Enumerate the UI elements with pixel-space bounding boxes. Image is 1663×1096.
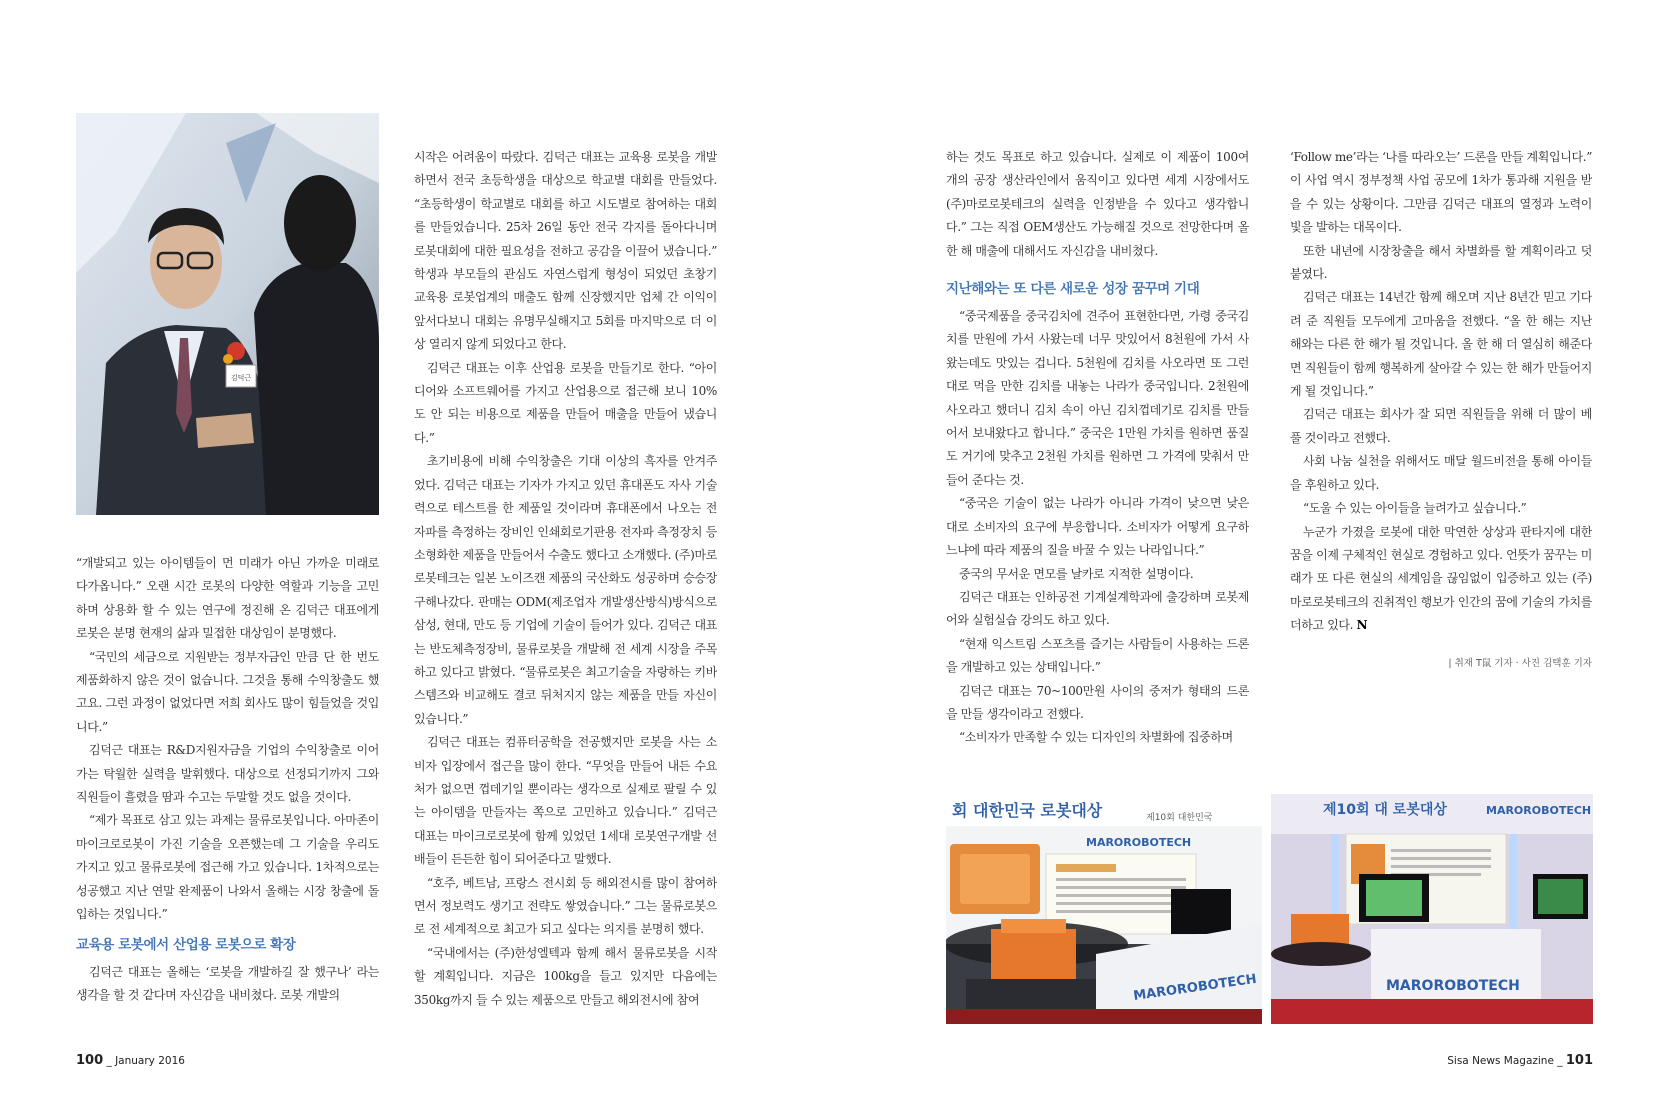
paragraph: 김덕근 대표는 R&D지원자금을 기업의 수익창출로 이어가는 탁월한 실력을 발휘했다. 대상으로 선정되기까지 그와 직원들이 흘렸을 땀과 수고는 두말할 것도 없을 것이다. [76, 743, 379, 805]
paragraph: 초기비용에 비해 수익창출은 기대 이상의 흑자를 안겨주었다. 김덕근 대표는 기자가 가지고 있던 휴대폰도 자사 기술력으로 테스트를 한 제품일 것이라며 휴대폰에서 나오는 전자파를 측정하는 장비인 인쇄회로기판용 전자파 측정장치 등 소형화한 제품을 만들어서 수출도 했다고 소개했다. (주)마로로봇테크는 일본 노이즈캔 제품의 국산화도 성공하며 승승장구해나갔다. 판매는 ODM(제조업자 개발생산방식)방식으로 삼성, 현대, 만도 등 기업에 기술이 들어가 있다. 김덕근 대표는 반도체측정장비, 물류로봇을 개발해 전 세계 시장을 주목하고 있다고 밝혔다. “물류로봇은 최고기술을 자랑하는 키바스템즈와 비교해도 결코 뒤처지지 않는 제품을 만들 자신이 있습니다.” [414, 454, 717, 726]
folio-left [76, 1053, 185, 1068]
paragraph: “도울 수 있는 아이들을 늘려가고 싶습니다.” [1303, 501, 1527, 516]
end-mark: N [1356, 618, 1368, 633]
paragraph: “제가 목표로 삼고 있는 과제는 물류로봇입니다. 아마존이 마이크로로봇이 가진 기술을 오픈했는데 그 기술을 우리도 가지고 있고 물류로봇에 접근해 가고 있습니다. 1차적으로는 성공했고 지난 연말 완제품이 나와서 올해는 시장 창출에 돌입하는 것입니다.” [76, 813, 379, 922]
paragraph: ‘Follow me’라는 ‘나를 따라오는’ 드론을 만들 계획입니다.” 이 사업 역시 정부정책 사업 공모에 1차가 통과해 지원을 받을 수 있는 상황이다. 그만큼 김덕근 대표의 열정과 노력이 빛을 발하는 대목이다. [1290, 150, 1592, 235]
paragraph: “소비자가 만족할 수 있는 디자인의 차별화에 집중하며 [959, 730, 1233, 745]
paragraph-text: 누군가 가졌을 로봇에 대한 막연한 상상과 판타지에 대한 꿈을 이제 구체적인 현실로 경험하고 있다. 언뜻가 꿈꾸는 미래가 또 다른 현실의 세계임을 끊임없이 입증하고 있는 (주)마로로봇테크의 진취적인 행보가 인간의 꿈에 기술의 가치를 더하고 있다. [1290, 524, 1592, 633]
paragraph: “국민의 세금으로 지원받는 정부자금인 만큼 단 한 번도 제품화하지 않은 것이 없습니다. 그것을 통해 수익창출도 했고요. 그런 과정이 없었다면 저희 회사도 많이 힘들었을 것입니다.” [76, 649, 379, 734]
page-number: 101 [1565, 1053, 1593, 1068]
paragraph: 사회 나눔 실천을 위해서도 매달 월드비전을 통해 아이들을 후원하고 있다. [1290, 454, 1592, 492]
folio-right [1447, 1053, 1593, 1068]
brand-logo-text: MAROROBOTECH [1486, 804, 1592, 817]
paragraph [1290, 521, 1592, 637]
name-tag-text: 김덕근 [230, 374, 252, 382]
article-column-3 [946, 146, 1249, 746]
article-column-1 [76, 552, 379, 1016]
paragraph: “중국제품을 중국김치에 견주어 표현한다면, 가령 중국김치를 만원에 가서 사왔는데 너무 맛있어서 8천원에 가서 사왔는데도 맛있는 겁니다. 5천원에 김치를 사오라면 또 그런대로 먹을 만한 김치를 내놓는 나라가 중국입니다. 2천원에 사오라고 했더니 김치 속이 아닌 김치껍데기로 김치를 만들어서 보내왔다고 합니다.” 중국은 1만원 가치를 원하면 품질도 거기에 맞추고 2천원 가치를 원하면 그 가격에 맞춰서 만들어 준다는 것. [946, 309, 1249, 487]
photo-credit: | 취재 T鼠 기자 · 사진 김택훈 기자 [1448, 658, 1592, 669]
paragraph: 김덕근 대표는 70~100만원 사이의 중저가 형태의 드론을 만들 생각이라고 전했다. [946, 683, 1249, 721]
exhibition-photo-left [946, 794, 1262, 1024]
portrait-photo [76, 113, 379, 515]
paragraph: “호주, 베트남, 프랑스 전시회 등 해외전시를 많이 참여하면서 정보력도 생기고 전략도 쌓였습니다.” 그는 물류로봇으로 전 세계적으로 최고가 되고 싶다는 의지를 분명히 했다. [414, 875, 717, 937]
banner-sub: 제10회 대한민국 [1146, 813, 1213, 823]
counter-logo-text: MAROROBOTECH [1386, 978, 1520, 994]
paragraph: 김덕근 대표는 회사가 잘 되면 직원들을 위해 더 많이 베풀 것이라고 전했다. [1290, 407, 1592, 445]
paragraph: “현재 익스트림 스포츠를 즐기는 사람들이 사용하는 드론을 개발하고 있는 상태입니다.” [946, 636, 1249, 675]
exhibition-photo-right-art [1271, 794, 1593, 1024]
paragraph: 김덕근 대표는 올해는 ‘로봇을 개발하길 잘 했구나’ 라는 생각을 할 것 같다며 자신감을 내비쳤다. 로봇 개발의 [76, 964, 379, 1002]
paragraph: 김덕근 대표는 이후 산업용 로봇을 만들기로 한다. “아이디어와 소프트웨어를 가지고 산업용으로 접근해 보니 10%도 안 되는 비용으로 제품을 만들어 매출을 만들어 냈습니다.” [414, 360, 717, 445]
paragraph: 시작은 어려움이 따랐다. 김덕근 대표는 교육용 로봇을 개발하면서 전국 초등학생을 대상으로 학교별 대회를 만들었다. “초등학생이 학교별로 대회를 하고 시도별로 참여하는 대회를 만들었습니다. 25차 26일 동안 전국 각지를 돌아다니며 로봇대회에 대한 필요성을 전하고 공감을 이끌어 냈습니다.” 학생과 부모들의 관심도 자연스럽게 형성이 되었던 초창기 교육용 로봇업계의 매출도 함께 신장했지만 업체 간 이익이 앞서다보니 대회는 유명무실해지고 5회를 마지막으로 더 이상 열리지 않게 되었다고 한다. [414, 150, 717, 352]
paragraph: 김덕근 대표는 인하공전 기계설계학과에 출강하며 로봇제어와 실험실습 강의도 하고 있다. [946, 589, 1249, 628]
paragraph: “개발되고 있는 아이템들이 먼 미래가 아닌 가까운 미래로 다가옵니다.” 오랜 시간 로봇의 다양한 역할과 기능을 고민하며 상용화 할 수 있는 연구에 정진해 온 김덕근 대표에게 로봇은 분명 현재의 삶과 밀접한 대상임이 분명했다. [76, 556, 379, 641]
exhibition-photo-left-art [946, 794, 1262, 1024]
paragraph: 김덕근 대표는 14년간 함께 해오며 지난 8년간 믿고 기다려 준 직원들 모두에게 고마움을 전했다. “올 한 해는 지난 해와는 다른 한 해가 될 것입니다. 올 한 해 더 열심히 해준다면 직원들이 함께 행복하게 살아갈 수 있는 한 해가 만들어지게 될 것입니다.” [1290, 290, 1592, 399]
portrait-photo-art [76, 113, 379, 515]
paragraph: 하는 것도 목표로 하고 있습니다. 실제로 이 제품이 100여 개의 공장 생산라인에서 움직이고 있다면 세계 시장에서도 (주)마로로봇테크의 실력을 인정받을 수 있다고 생각합니다.” 그는 직접 OEM생산도 가능해질 것으로 전망한다며 올 한 해 매출에 대해서도 자신감을 내비쳤다. [946, 150, 1249, 258]
page-number: 100 [76, 1053, 104, 1068]
counter-logo-text: MAROROBOTECH [1132, 971, 1258, 1004]
paragraph: “중국은 기술이 없는 나라가 아니라 가격이 낮으면 낮은 대로 소비자의 요구에 부응합니다. 소비자가 어떻게 요구하느냐에 따라 제품의 질을 바꿀 수 있는 나라입니다.” [946, 496, 1249, 558]
brand-logo-text: MAROROBOTECH [1086, 836, 1192, 849]
article-column-4 [1290, 146, 1592, 636]
banner-title: 제10회 대 로봇대상 [1323, 802, 1447, 818]
magazine-name: Sisa News Magazine _ [1447, 1055, 1563, 1067]
exhibition-photo-right [1271, 794, 1593, 1024]
paragraph: “국내에서는 (주)한성엘텍과 함께 해서 물류로봇을 시작할 계획입니다. 지금은 100kg을 들고 있지만 다음에는 350kg까지 들 수 있는 제품으로 만들고 해외전시에 참여 [414, 945, 717, 1007]
section-heading: 교육용 로봇에서 산업용 로봇으로 확장 [76, 936, 296, 953]
article-column-2 [414, 146, 717, 1016]
banner-title: 회 대한민국 로봇대상 [952, 801, 1103, 820]
paragraph: 중국의 무서운 면모를 날카로 지적한 설명이다. [959, 566, 1194, 581]
paragraph: 김덕근 대표는 컴퓨터공학을 전공했지만 로봇을 사는 소비자 입장에서 접근을 많이 한다. “무엇을 만들어 내든 수요처가 없으면 껍데기일 뿐이라는 생각으로 실제로 팔릴 수 있는 아이템을 만들자는 쪽으로 고민하고 있습니다.” 김덕근 대표는 마이크로로봇에 함께 있었던 1세대 로봇연구개발 선배들이 든든한 힘이 되어준다고 말했다. [414, 735, 717, 867]
paragraph: 또한 내년에 시장창출을 해서 차별화를 할 계획이라고 덧붙였다. [1290, 243, 1592, 282]
section-heading: 지난해와는 또 다른 새로운 성장 꿈꾸며 기대 [946, 281, 1200, 298]
issue-date: _ January 2016 [106, 1055, 185, 1067]
